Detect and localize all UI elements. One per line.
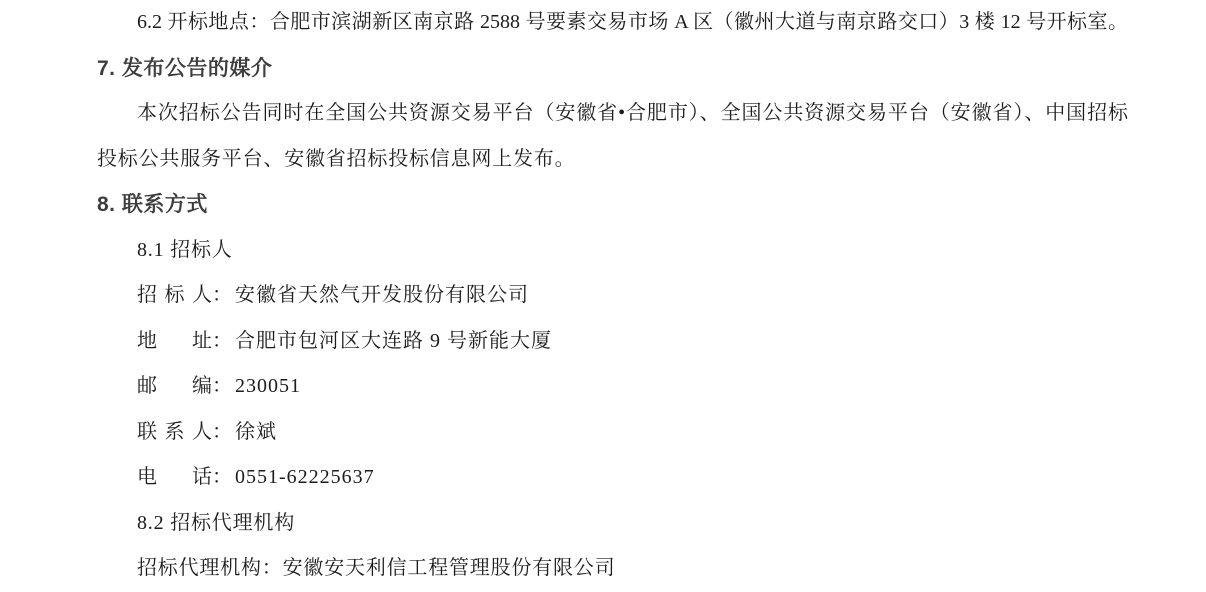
contact-colon: ： — [212, 375, 232, 397]
contact-value-bidder: 安徽省天然气开发股份有限公司 — [235, 284, 529, 306]
contact-row-phone — [97, 455, 1128, 501]
contact-colon: ： — [212, 420, 232, 443]
para-7-media-line-2: 投标公共服务平台、安徽省招标投标信息网上发布。 — [97, 147, 576, 170]
contact-label-bidder: 招标人 — [137, 284, 212, 306]
contact-value-contact-person: 徐斌 — [235, 420, 277, 443]
section-7-heading: 7. 发布公告的媒介 — [97, 56, 273, 80]
agency-line: 招标代理机构：安徽安天利信工程管理股份有限公司 — [137, 557, 616, 579]
contact-value-postcode: 230051 — [235, 375, 301, 397]
contact-colon: ： — [212, 284, 232, 306]
contact-row-bidder — [97, 273, 1128, 319]
para-7-media-line-1: 本次招标公告同时在全国公共资源交易平台（安徽省•合肥市）、全国公共资源交易平台（安徽省）、中国招标 — [137, 102, 1128, 124]
section-8-heading: 8. 联系方式 — [97, 193, 208, 216]
contact-value-phone: 0551-62225637 — [235, 466, 375, 488]
clause-6-2-bid-opening-location: 6.2 开标地点：合肥市滨湖新区南京路 2588 号要素交易市场 A 区（徽州大道与南京路交口）3 楼 12 号开标室。 — [137, 11, 1128, 33]
contact-colon: ： — [212, 329, 232, 352]
contact-value-address: 合肥市包河区大连路 9 号新能大厦 — [235, 329, 552, 352]
contact-row-address — [97, 319, 1128, 365]
contact-label-postcode: 邮编 — [137, 375, 212, 397]
contact-row-contact-person — [97, 410, 1128, 456]
contact-row-postcode — [97, 364, 1128, 410]
contact-label-phone: 电话 — [137, 466, 212, 488]
contact-label-contact-person: 联系人 — [137, 420, 212, 443]
contact-label-address: 地址 — [137, 329, 212, 352]
contact-colon: ： — [212, 466, 232, 488]
clause-8-1-subheading: 8.1 招标人 — [137, 238, 233, 261]
clause-8-2-subheading: 8.2 招标代理机构 — [137, 511, 295, 534]
